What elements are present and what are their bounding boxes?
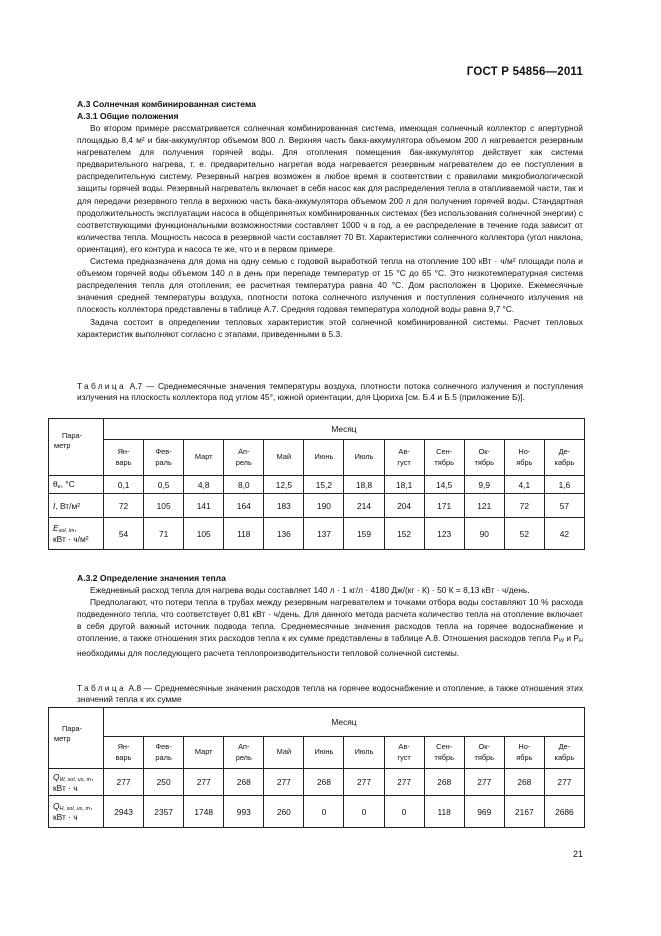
table-cell: 190: [304, 494, 344, 518]
table-cell: 52: [504, 518, 544, 550]
month-header: Фев- раль: [144, 440, 184, 476]
table-row: [49, 796, 585, 828]
table-cell: 250: [144, 769, 184, 796]
table-cell: 141: [184, 494, 224, 518]
table-cell: 268: [504, 769, 544, 796]
month-header: Июль: [344, 440, 384, 476]
month-header: Май: [264, 737, 304, 769]
table-cell: 969: [464, 796, 504, 828]
table-cell: 268: [424, 769, 464, 796]
table-cell: 164: [224, 494, 264, 518]
paragraph: Предполагают, что потери тепла в трубах между резервным нагревателем и точками отбора воды составляют 10 % расхода подведенного тепла, что соответствует 0,81 кВт · ч/день. Для данного метода расчета количество тепла на отопление включает в себя другой важный источник подвода тепла. Среднемесячные значения расходов тепла на горячее водоснабжение и отопление, а также отношения этих расходов тепла к их сумме представлены в таблице А.8. Отношения расходов тепла PW и PH необходимы для последующего расчета теплопроизводительности тепловой солнечной системы.: [77, 597, 583, 659]
table-cell: 12,5: [264, 476, 304, 494]
table-cell: 993: [224, 796, 264, 828]
table-cell: 277: [184, 769, 224, 796]
table-cell: 18,8: [344, 476, 384, 494]
section-a32-title: А.3.2 Определение значения тепла: [77, 573, 226, 583]
section-a31-title: А.3.1 Общие положения: [77, 111, 179, 121]
table-row: [49, 476, 585, 494]
table-cell: 204: [384, 494, 424, 518]
table-cell: 0: [344, 796, 384, 828]
month-header: Ав- густ: [384, 737, 424, 769]
table-caption-text: А.7 — Среднемесячные значения температуры воздуха, плотности потока солнечного излучения и поступления излучения на плоскость коллектора под углом 45°, южной ориентации, для Цюриха [см. Б.4 и Б.5 (приложение Б)].: [77, 381, 584, 403]
table-cell: 2357: [144, 796, 184, 828]
table-cell: 1748: [184, 796, 224, 828]
table-cell: 136: [264, 518, 304, 550]
table-caption-word: Таблица: [77, 683, 126, 693]
month-header: Ап- рель: [224, 440, 264, 476]
month-header: Но- ябрь: [504, 440, 544, 476]
table-cell: 2167: [504, 796, 544, 828]
table-cell: 268: [304, 769, 344, 796]
paragraph: Задача состоит в определении тепловых характеристик этой солнечной комбинированной системы. Расчет тепловых характеристик выполняют согласно с этапами, приведенными в 5.3.: [77, 316, 583, 339]
month-header: Ок- тябрь: [464, 440, 504, 476]
param-header: Пара- метр: [49, 708, 104, 769]
table-row: [49, 518, 585, 550]
month-header: Май: [264, 440, 304, 476]
table-cell: 54: [104, 518, 144, 550]
month-header: Июнь: [304, 737, 344, 769]
table-cell: 15,2: [304, 476, 344, 494]
table-cell: 277: [104, 769, 144, 796]
month-header: Март: [184, 440, 224, 476]
table-cell: 277: [464, 769, 504, 796]
param-cell: Esol, im, кВт · ч/м²: [49, 518, 104, 550]
table-cell: 0,1: [104, 476, 144, 494]
table-cell: 121: [464, 494, 504, 518]
month-header: Июнь: [304, 440, 344, 476]
table-cell: 152: [384, 518, 424, 550]
table-cell: 18,1: [384, 476, 424, 494]
param-cell: QH, sol, us, m, кВт · ч: [49, 796, 104, 828]
param-cell: QW, sol, us, m, кВт · ч: [49, 769, 104, 796]
table-cell: 57: [544, 494, 584, 518]
page-number: 21: [572, 849, 583, 859]
table-cell: 214: [344, 494, 384, 518]
table-row: [49, 769, 585, 796]
table-cell: 159: [344, 518, 384, 550]
paragraph: Во втором примере рассматривается солнечная комбинированная система, имеющая солнечный коллектор с апертурной площадью 8,4 м² и бак-аккумулятор объемом 800 л. Верхняя часть бака-аккумулятора объемом 200 л нагревается резервным нагревателем для получения горячей воды. Для отопления помещения бак-аккумулятор действует как система предварительного нагрева, т. е. предварительно нагретая вода нагревается резервным нагревателем до ее поступления в распределительную систему. Резервный нагрев возможен в любое время в соответствии с правилами микробиологической защиты горячей воды. Резервный нагреватель включает в себя насос как для распределения тепла в отапливаемой части, так и для передачи резервного тепла в верхнюю часть бака-аккумулятора объемом 200 л для получения горячей воды. Стандартная продолжительность эксплуатации насоса в общепринятых комбинированных системах (без использования солнечной энергии) с соответствующими функциональными возможностями составляет 1000 ч в год, а ее распределение в течение года зависит от количества тепла. Мощность насоса в резервной части составляет 70 Вт. Характеристики солнечного коллектора (угол наклона, ориентация), его контура и насоса те же, что и в первом примере.: [77, 123, 583, 254]
month-header: Де- кабрь: [544, 737, 584, 769]
month-header: Де- кабрь: [544, 440, 584, 476]
month-header: Ок- тябрь: [464, 737, 504, 769]
month-header: Ян- варь: [104, 440, 144, 476]
table-cell: 105: [184, 518, 224, 550]
table-cell: 118: [424, 796, 464, 828]
table-a8-caption: [77, 683, 583, 705]
table-row: [49, 494, 585, 518]
table-cell: 72: [504, 494, 544, 518]
param-cell: I, Вт/м²: [49, 494, 104, 518]
table-cell: 183: [264, 494, 304, 518]
table-a7: [48, 418, 585, 550]
month-header: Фев- раль: [144, 737, 184, 769]
table-cell: 4,1: [504, 476, 544, 494]
table-cell: 0,5: [144, 476, 184, 494]
table-a8: [48, 707, 585, 828]
month-group-header: Месяц: [104, 708, 585, 737]
month-header: Март: [184, 737, 224, 769]
param-header: Пара- метр: [49, 419, 104, 476]
table-cell: 277: [544, 769, 584, 796]
month-header: Июль: [344, 737, 384, 769]
section-a3: [77, 98, 583, 340]
table-cell: 1,6: [544, 476, 584, 494]
table-cell: 105: [144, 494, 184, 518]
table-cell: 14,5: [424, 476, 464, 494]
table-cell: 277: [264, 769, 304, 796]
month-header: Сен- тябрь: [424, 737, 464, 769]
section-a3-title: А.3 Солнечная комбинированная система: [77, 99, 256, 109]
table-caption-text: А.8 — Среднемесячные значения расходов тепла на горячее водоснабжение и отопление, а также отношения этих значений тепла к их сумме: [77, 683, 584, 705]
month-header: Ав- густ: [384, 440, 424, 476]
table-cell: 9,9: [464, 476, 504, 494]
table-cell: 277: [384, 769, 424, 796]
table-cell: 123: [424, 518, 464, 550]
table-cell: 268: [224, 769, 264, 796]
param-cell: θe, °С: [49, 476, 104, 494]
table-cell: 2943: [104, 796, 144, 828]
paragraph: Ежедневный расход тепла для нагрева воды составляет 140 л · 1 кг/л · 4180 Дж/(кг · К) · 50 К = 8,13 кВт · ч/день.: [90, 585, 530, 595]
table-cell: 277: [344, 769, 384, 796]
standard-code: ГОСТ Р 54856—2011: [466, 66, 583, 78]
month-header: Сен- тябрь: [424, 440, 464, 476]
table-cell: 0: [304, 796, 344, 828]
table-cell: 2686: [544, 796, 584, 828]
table-cell: 72: [104, 494, 144, 518]
table-cell: 0: [384, 796, 424, 828]
month-group-header: Месяц: [104, 419, 585, 440]
month-header: Ап- рель: [224, 737, 264, 769]
table-a7-caption: [77, 381, 583, 403]
table-cell: 118: [224, 518, 264, 550]
table-cell: 8,0: [224, 476, 264, 494]
table-cell: 4,8: [184, 476, 224, 494]
month-header: Ян- варь: [104, 737, 144, 769]
month-header: Но- ябрь: [504, 737, 544, 769]
table-caption-word: Таблица: [77, 381, 126, 391]
table-cell: 71: [144, 518, 184, 550]
table-cell: 260: [264, 796, 304, 828]
table-cell: 90: [464, 518, 504, 550]
table-cell: 42: [544, 518, 584, 550]
table-cell: 137: [304, 518, 344, 550]
section-a32: [77, 572, 583, 660]
table-cell: 171: [424, 494, 464, 518]
paragraph: Система предназначена для дома на одну семью с годовой выработкой тепла на отопление 100 кВт · ч/м² площади пола и объемом горячей воды объемом 140 л в день при перепаде температур от 15 °С до 65 °С. Это низкотемпературная система распределения тепла для отопления; ее расчетная температура равна 40 °С. Дом расположен в Цюрихе. Ежемесячные значения средней температуры воздуха, плотности потока солнечного излучения и поступления солнечного излучения на плоскость коллектора представлены в таблице А.7. Средняя годовая температура холодной воды равна 9,7 °С.: [77, 256, 583, 315]
